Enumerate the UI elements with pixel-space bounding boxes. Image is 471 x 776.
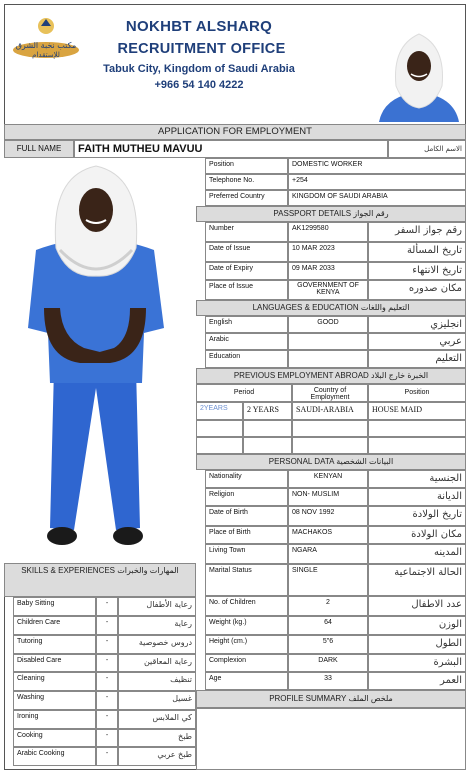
- skill-label: Tutoring: [13, 635, 96, 654]
- period-header: Period: [196, 384, 292, 402]
- passport-number-label: Number: [205, 222, 288, 242]
- position-value: DOMESTIC WORKER: [288, 158, 466, 174]
- date-of-expiry-value: 09 MAR 2033: [288, 262, 368, 280]
- employment-empty-cell: [292, 437, 368, 454]
- profile-summary-title: PROFILE SUMMARY ملخص الملف: [196, 690, 466, 708]
- skill-value: -: [96, 747, 118, 766]
- skill-label-ar: طبخ: [118, 729, 196, 747]
- employment-empty-cell: [243, 420, 292, 437]
- place-of-birth-value: MACHAKOS: [288, 526, 368, 544]
- skill-value: -: [96, 616, 118, 635]
- english-label: English: [205, 316, 288, 333]
- skill-value: -: [96, 729, 118, 747]
- skill-label: Baby Sitting: [13, 597, 96, 616]
- age-value: 33: [288, 672, 368, 690]
- living-town-value: NGARA: [288, 544, 368, 564]
- religion-label: Religion: [205, 488, 288, 506]
- arabic-label: Arabic: [205, 333, 288, 350]
- education-label-ar: التعليم: [368, 350, 466, 368]
- weight-label-ar: الوزن: [368, 616, 466, 635]
- place-of-birth-label: Place of Birth: [205, 526, 288, 544]
- previous-employment-title: PREVIOUS EMPLOYMENT ABROAD الخبرة خارج البلاد: [196, 368, 466, 384]
- english-label-ar: انجليزي: [368, 316, 466, 333]
- date-of-birth-label-ar: تاريخ الولادة: [368, 506, 466, 526]
- religion-label-ar: الديانة: [368, 488, 466, 506]
- marital-status-value: SINGLE: [288, 564, 368, 596]
- skill-value: -: [96, 654, 118, 672]
- age-label: Age: [205, 672, 288, 690]
- skills-title: SKILLS & EXPERIENCES المهارات والخبرات: [4, 563, 196, 597]
- skill-label: Cleaning: [13, 672, 96, 691]
- nationality-label-ar: الجنسية: [368, 470, 466, 488]
- marital-status-label: Marital Status: [205, 564, 288, 596]
- date-of-issue-label-ar: تاريخ المسألة: [368, 242, 466, 262]
- skill-label: Ironing: [13, 710, 96, 729]
- skill-value: -: [96, 710, 118, 729]
- complexion-label: Complexion: [205, 654, 288, 672]
- weight-label: Weight (kg.): [205, 616, 288, 635]
- date-of-birth-label: Date of Birth: [205, 506, 288, 526]
- date-of-expiry-label: Date of Expiry: [205, 262, 288, 280]
- skill-value: -: [96, 635, 118, 654]
- skill-label: Cooking: [13, 729, 96, 747]
- skill-label-ar: رعاية الأطفال: [118, 597, 196, 616]
- svg-text:مكتب نخبة الشرق: مكتب نخبة الشرق: [15, 41, 77, 50]
- office-name: NOKHBT ALSHARQ: [125, 18, 273, 35]
- children-label-ar: عدد الاطفال: [368, 596, 466, 616]
- living-town-label-ar: المدينه: [368, 544, 466, 564]
- preferred-country-label: Preferred Country: [205, 190, 288, 206]
- full-name-label-ar: الاسم الكامل: [388, 140, 466, 158]
- english-value: GOOD: [288, 316, 368, 333]
- office-logo: [10, 16, 82, 60]
- skill-value: -: [96, 672, 118, 691]
- passport-number-value: AK1299580: [288, 222, 368, 242]
- svg-text:للإستقدام: للإستقدام: [32, 51, 60, 59]
- marital-status-label-ar: الحالة الاجتماعية: [368, 564, 466, 596]
- employment-empty-cell: [196, 420, 243, 437]
- place-of-issue-value: GOVERNMENT OF KENYA: [288, 280, 368, 300]
- arabic-label-ar: عربي: [368, 333, 466, 350]
- employment-country: SAUDI-ARABIA: [292, 402, 368, 420]
- skill-label: Disabled Care: [13, 654, 96, 672]
- employment-period: 2 YEARS: [243, 402, 292, 420]
- profile-summary-box: [196, 708, 466, 770]
- skill-value: -: [96, 597, 118, 616]
- living-town-label: Living Town: [205, 544, 288, 564]
- children-label: No. of Children: [205, 596, 288, 616]
- preferred-country-value: KINGDOM OF SAUDI ARABIA: [288, 190, 466, 206]
- skill-label-ar: دروس خصوصية: [118, 635, 196, 654]
- religion-value: NON- MUSLIM: [288, 488, 368, 506]
- education-value: [288, 350, 368, 368]
- passport-details-title: PASSPORT DETAILS رقم الجواز: [196, 206, 466, 222]
- age-label-ar: العمر: [368, 672, 466, 690]
- children-value: 2: [288, 596, 368, 616]
- telephone-value: +254: [288, 174, 466, 190]
- nationality-label: Nationality: [205, 470, 288, 488]
- date-of-expiry-label-ar: تاريخ الانتهاء: [368, 262, 466, 280]
- skill-label: Children Care: [13, 616, 96, 635]
- arabic-value: [288, 333, 368, 350]
- header: [4, 4, 466, 124]
- height-label: Height (cm.): [205, 635, 288, 654]
- passport-number-label-ar: رقم جواز السفر: [368, 222, 466, 242]
- position-header: Position: [368, 384, 466, 402]
- application-title: APPLICATION FOR EMPLOYMENT: [4, 124, 466, 140]
- employment-position: HOUSE MAID: [368, 402, 466, 420]
- employment-empty-cell: [368, 437, 466, 454]
- place-of-issue-label: Place of Issue: [205, 280, 288, 300]
- employment-empty-cell: [196, 437, 243, 454]
- date-of-issue-label: Date of Issue: [205, 242, 288, 262]
- full-body-photo: [4, 158, 196, 563]
- education-label: Education: [205, 350, 288, 368]
- complexion-value: DARK: [288, 654, 368, 672]
- skill-value: -: [96, 691, 118, 710]
- date-of-birth-value: 08 NOV 1992: [288, 506, 368, 526]
- skill-label-ar: طبخ عربي: [118, 747, 196, 766]
- position-label: Position: [205, 158, 288, 174]
- skill-label-ar: رعاية المعاقين: [118, 654, 196, 672]
- place-of-birth-label-ar: مكان الولادة: [368, 526, 466, 544]
- skill-label-ar: كي الملابس: [118, 710, 196, 729]
- employment-empty-cell: [368, 420, 466, 437]
- office-address: Tabuk City, Kingdom of Saudi Arabia: [103, 63, 295, 75]
- full-name-label: FULL NAME: [4, 140, 74, 158]
- country-header: Country of Employment: [292, 384, 368, 402]
- headshot-photo: [374, 26, 464, 122]
- personal-data-title: PERSONAL DATA البيانات الشخصية: [196, 454, 466, 470]
- skill-label-ar: غسيل: [118, 691, 196, 710]
- skill-label: Arabic Cooking: [13, 747, 96, 766]
- skill-label: Washing: [13, 691, 96, 710]
- nationality-value: KENYAN: [288, 470, 368, 488]
- office-subtitle: RECRUITMENT OFFICE: [117, 41, 286, 57]
- place-of-issue-label-ar: مكان صدوره: [368, 280, 466, 300]
- complexion-label-ar: البشرة: [368, 654, 466, 672]
- weight-value: 64: [288, 616, 368, 635]
- employment-tag: 2YEARS: [196, 402, 243, 420]
- date-of-issue-value: 10 MAR 2023: [288, 242, 368, 262]
- height-label-ar: الطول: [368, 635, 466, 654]
- full-name-value: FAITH MUTHEU MAVUU: [74, 140, 388, 158]
- employment-empty-cell: [292, 420, 368, 437]
- languages-title: LANGUAGES & EDUCATION التعليم واللغات: [196, 300, 466, 316]
- height-value: 5"6: [288, 635, 368, 654]
- telephone-label: Telephone No.: [205, 174, 288, 190]
- skill-label-ar: رعاية: [118, 616, 196, 635]
- office-phone: +966 54 140 4222: [154, 79, 244, 91]
- skill-label-ar: تنظيف: [118, 672, 196, 691]
- employment-empty-cell: [243, 437, 292, 454]
